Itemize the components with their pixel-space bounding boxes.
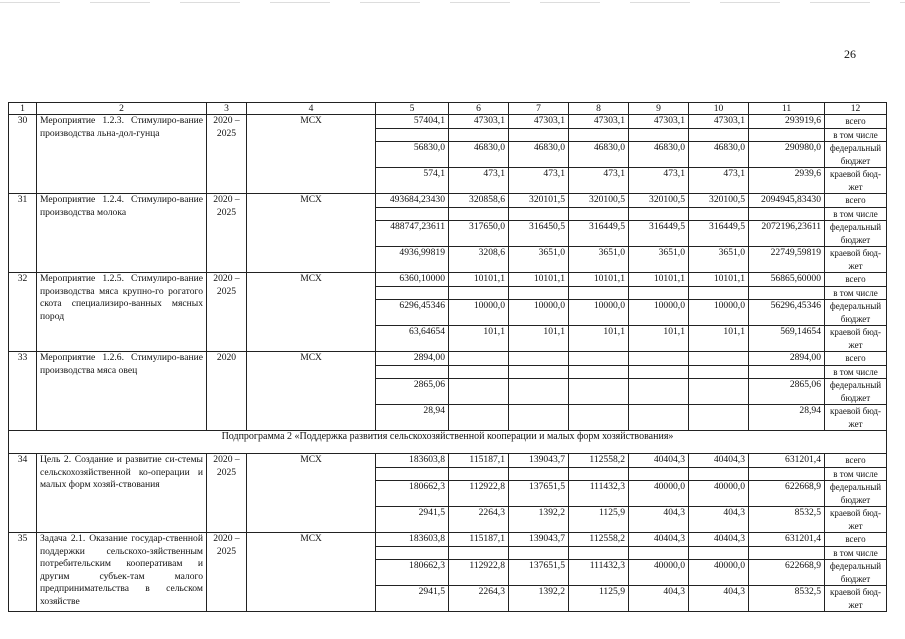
year-value [629, 128, 689, 142]
funding-source: всего [825, 194, 887, 208]
year-value: 111432,3 [569, 481, 629, 507]
year-value: 473,1 [449, 168, 509, 194]
year-value: 574,1 [376, 168, 449, 194]
year-value [509, 379, 569, 405]
year-value: 47303,1 [629, 115, 689, 129]
year-value: 404,3 [629, 586, 689, 612]
total-value: 293919,6 [749, 115, 825, 129]
year-value [376, 286, 449, 300]
year-value [569, 365, 629, 379]
year-value: 47303,1 [569, 115, 629, 129]
column-number: 11 [749, 103, 825, 115]
year-value: 40404,3 [629, 454, 689, 468]
year-value: 317650,0 [449, 221, 509, 247]
funding-source: всего [825, 273, 887, 287]
year-value [509, 207, 569, 221]
year-value: 473,1 [689, 168, 749, 194]
year-value: 404,3 [689, 586, 749, 612]
year-value: 2894,00 [376, 352, 449, 366]
year-value: 112922,8 [449, 481, 509, 507]
year-value [689, 467, 749, 481]
funding-source: в том числе [825, 546, 887, 560]
year-value: 1125,9 [569, 586, 629, 612]
column-number: 10 [689, 103, 749, 115]
executor: МСХ [247, 454, 376, 533]
year-value [509, 546, 569, 560]
year-value [569, 405, 629, 431]
column-number: 12 [825, 103, 887, 115]
period: 2020 – 2025 [207, 533, 247, 612]
year-value: 320101,5 [509, 194, 569, 208]
year-value: 46830,0 [689, 142, 749, 168]
executor: МСХ [247, 533, 376, 612]
year-value: 3651,0 [569, 247, 629, 273]
measure-name: Цель 2. Создание и развитие си-стемы сельскохозяйственной ко-операции и малых форм хозяй-ствования [37, 454, 207, 533]
total-value: 8532,5 [749, 586, 825, 612]
year-value [376, 467, 449, 481]
year-value [449, 207, 509, 221]
column-number: 9 [629, 103, 689, 115]
funding-source: федеральный бюджет [825, 560, 887, 586]
year-value [689, 286, 749, 300]
measure-name: Мероприятие 1.2.6. Стимулиро-вание производства мяса овец [37, 352, 207, 431]
year-value [376, 207, 449, 221]
column-number: 4 [247, 103, 376, 115]
subprogram-row [9, 431, 887, 454]
year-value: 47303,1 [509, 115, 569, 129]
year-value [509, 467, 569, 481]
year-value: 2941,5 [376, 507, 449, 533]
year-value: 473,1 [629, 168, 689, 194]
year-value [449, 286, 509, 300]
funding-source: федеральный бюджет [825, 221, 887, 247]
year-value: 320100,5 [629, 194, 689, 208]
column-number: 3 [207, 103, 247, 115]
year-value: 40404,3 [689, 454, 749, 468]
year-value: 101,1 [629, 326, 689, 352]
row-number: 32 [9, 273, 37, 352]
year-value [449, 128, 509, 142]
total-value: 28,94 [749, 405, 825, 431]
year-value: 46830,0 [569, 142, 629, 168]
year-value: 316449,5 [569, 221, 629, 247]
row-number: 34 [9, 454, 37, 533]
year-value: 10101,1 [509, 273, 569, 287]
year-value [569, 379, 629, 405]
year-value: 183603,8 [376, 454, 449, 468]
funding-source: федеральный бюджет [825, 142, 887, 168]
year-value [629, 286, 689, 300]
year-value [569, 546, 629, 560]
total-value: 2094945,83430 [749, 194, 825, 208]
year-value [376, 365, 449, 379]
executor: МСХ [247, 115, 376, 194]
funding-source: в том числе [825, 467, 887, 481]
column-number: 1 [9, 103, 37, 115]
year-value: 101,1 [449, 326, 509, 352]
year-value: 10000,0 [629, 300, 689, 326]
year-value [689, 207, 749, 221]
column-number: 6 [449, 103, 509, 115]
column-number: 5 [376, 103, 449, 115]
year-value [689, 546, 749, 560]
year-value [689, 352, 749, 366]
funding-source: в том числе [825, 286, 887, 300]
year-value [569, 467, 629, 481]
year-value: 180662,3 [376, 481, 449, 507]
total-value: 56865,60000 [749, 273, 825, 287]
year-value: 320858,6 [449, 194, 509, 208]
year-value: 1392,2 [509, 586, 569, 612]
funding-source: краевой бюд-жет [825, 247, 887, 273]
year-value [629, 379, 689, 405]
row-number: 31 [9, 194, 37, 273]
year-value: 115187,1 [449, 533, 509, 547]
header-row [9, 103, 887, 115]
year-value: 10000,0 [689, 300, 749, 326]
funding-source: федеральный бюджет [825, 300, 887, 326]
year-value: 10101,1 [689, 273, 749, 287]
year-value: 111432,3 [569, 560, 629, 586]
year-value [449, 546, 509, 560]
year-value [376, 546, 449, 560]
row-number: 35 [9, 533, 37, 612]
year-value [629, 546, 689, 560]
year-value [509, 286, 569, 300]
year-value: 40404,3 [689, 533, 749, 547]
year-value [449, 352, 509, 366]
year-value: 47303,1 [449, 115, 509, 129]
year-value [449, 467, 509, 481]
table-row [9, 194, 887, 208]
year-value: 10000,0 [569, 300, 629, 326]
year-value: 180662,3 [376, 560, 449, 586]
total-value: 2865,06 [749, 379, 825, 405]
year-value [629, 467, 689, 481]
year-value: 101,1 [689, 326, 749, 352]
year-value [569, 286, 629, 300]
funding-source: в том числе [825, 365, 887, 379]
year-value: 112558,2 [569, 454, 629, 468]
funding-source: всего [825, 454, 887, 468]
year-value: 2941,5 [376, 586, 449, 612]
total-value: 2894,00 [749, 352, 825, 366]
year-value: 320100,5 [569, 194, 629, 208]
year-value: 3651,0 [629, 247, 689, 273]
year-value: 137651,5 [509, 560, 569, 586]
funding-source: всего [825, 533, 887, 547]
year-value [449, 365, 509, 379]
year-value: 139043,7 [509, 454, 569, 468]
year-value: 404,3 [689, 507, 749, 533]
year-value [509, 405, 569, 431]
table-row [9, 352, 887, 366]
measure-name: Мероприятие 1.2.3. Стимулиро-вание производства льна-дол-гунца [37, 115, 207, 194]
year-value: 10101,1 [629, 273, 689, 287]
total-value [749, 546, 825, 560]
year-value: 2264,3 [449, 586, 509, 612]
measure-name: Мероприятие 1.2.5. Стимулиро-вание производства мяса крупно-го рогатого скота специализиро-ванных мясных пород [37, 273, 207, 352]
year-value: 101,1 [509, 326, 569, 352]
funding-source: краевой бюд-жет [825, 405, 887, 431]
total-value: 631201,4 [749, 454, 825, 468]
funding-source: федеральный бюджет [825, 379, 887, 405]
year-value: 2865,06 [376, 379, 449, 405]
funding-source: федеральный бюджет [825, 481, 887, 507]
year-value: 40000,0 [629, 560, 689, 586]
year-value [569, 128, 629, 142]
row-number: 33 [9, 352, 37, 431]
year-value: 316449,5 [689, 221, 749, 247]
year-value: 57404,1 [376, 115, 449, 129]
year-value [509, 352, 569, 366]
funding-source: в том числе [825, 128, 887, 142]
year-value [509, 128, 569, 142]
year-value: 6360,10000 [376, 273, 449, 287]
year-value [689, 405, 749, 431]
subprogram-title: Подпрограмма 2 «Поддержка развития сельскохозяйственной кооперации и малых форм хозяйствования» [9, 431, 887, 454]
year-value: 316449,5 [629, 221, 689, 247]
funding-source: краевой бюд-жет [825, 326, 887, 352]
year-value: 183603,8 [376, 533, 449, 547]
year-value: 46830,0 [449, 142, 509, 168]
year-value [689, 365, 749, 379]
total-value: 622668,9 [749, 481, 825, 507]
year-value: 488747,23611 [376, 221, 449, 247]
year-value [689, 379, 749, 405]
year-value [449, 379, 509, 405]
year-value: 47303,1 [689, 115, 749, 129]
period: 2020 – 2025 [207, 194, 247, 273]
total-value: 8532,5 [749, 507, 825, 533]
year-value: 40000,0 [689, 560, 749, 586]
row-number: 30 [9, 115, 37, 194]
table-row [9, 115, 887, 129]
year-value: 40000,0 [689, 481, 749, 507]
year-value: 10000,0 [509, 300, 569, 326]
funding-source: всего [825, 352, 887, 366]
table-row [9, 454, 887, 468]
year-value: 56830,0 [376, 142, 449, 168]
total-value: 2072196,23611 [749, 221, 825, 247]
column-number: 8 [569, 103, 629, 115]
year-value [629, 365, 689, 379]
year-value [449, 405, 509, 431]
total-value [749, 207, 825, 221]
total-value [749, 365, 825, 379]
period: 2020 – 2025 [207, 273, 247, 352]
page-number: 26 [844, 47, 856, 61]
column-number: 7 [509, 103, 569, 115]
year-value: 473,1 [569, 168, 629, 194]
table-row [9, 273, 887, 287]
year-value: 137651,5 [509, 481, 569, 507]
year-value [629, 405, 689, 431]
year-value: 3651,0 [689, 247, 749, 273]
year-value [629, 352, 689, 366]
total-value: 631201,4 [749, 533, 825, 547]
year-value [509, 365, 569, 379]
year-value: 3651,0 [509, 247, 569, 273]
total-value [749, 128, 825, 142]
year-value: 320100,5 [689, 194, 749, 208]
year-value: 28,94 [376, 405, 449, 431]
year-value [376, 128, 449, 142]
total-value [749, 286, 825, 300]
total-value: 2939,6 [749, 168, 825, 194]
year-value: 10101,1 [449, 273, 509, 287]
total-value: 22749,59819 [749, 247, 825, 273]
total-value: 290980,0 [749, 142, 825, 168]
table-row [9, 533, 887, 547]
year-value: 1392,2 [509, 507, 569, 533]
year-value [629, 207, 689, 221]
total-value: 569,14654 [749, 326, 825, 352]
year-value: 493684,23430 [376, 194, 449, 208]
year-value: 46830,0 [629, 142, 689, 168]
year-value: 6296,45346 [376, 300, 449, 326]
total-value: 56296,45346 [749, 300, 825, 326]
year-value [689, 128, 749, 142]
funding-source: краевой бюд-жет [825, 586, 887, 612]
funding-source: краевой бюд-жет [825, 168, 887, 194]
total-value [749, 467, 825, 481]
year-value: 2264,3 [449, 507, 509, 533]
budget-table [8, 102, 887, 612]
year-value: 10000,0 [449, 300, 509, 326]
funding-source: в том числе [825, 207, 887, 221]
year-value: 112558,2 [569, 533, 629, 547]
executor: МСХ [247, 194, 376, 273]
year-value: 40404,3 [629, 533, 689, 547]
executor: МСХ [247, 273, 376, 352]
year-value: 46830,0 [509, 142, 569, 168]
year-value: 40000,0 [629, 481, 689, 507]
year-value: 473,1 [509, 168, 569, 194]
year-value: 139043,7 [509, 533, 569, 547]
year-value: 115187,1 [449, 454, 509, 468]
year-value: 4936,99819 [376, 247, 449, 273]
period: 2020 [207, 352, 247, 431]
year-value: 112922,8 [449, 560, 509, 586]
column-number: 2 [37, 103, 207, 115]
total-value: 622668,9 [749, 560, 825, 586]
measure-name: Мероприятие 1.2.4. Стимулиро-вание производства молока [37, 194, 207, 273]
executor: МСХ [247, 352, 376, 431]
year-value: 63,64654 [376, 326, 449, 352]
funding-source: всего [825, 115, 887, 129]
year-value: 101,1 [569, 326, 629, 352]
year-value: 10101,1 [569, 273, 629, 287]
year-value [569, 207, 629, 221]
year-value [569, 352, 629, 366]
period: 2020 – 2025 [207, 454, 247, 533]
measure-name: Задача 2.1. Оказание государ-ственной поддержки сельскохо-зяйственным потребительским кооперативам и другим субъек-там малого предпринимательства в сельском хозяйстве [37, 533, 207, 612]
funding-source: краевой бюд-жет [825, 507, 887, 533]
year-value: 316450,5 [509, 221, 569, 247]
year-value: 1125,9 [569, 507, 629, 533]
period: 2020 – 2025 [207, 115, 247, 194]
year-value: 404,3 [629, 507, 689, 533]
scan-artifact [0, 2, 905, 3]
year-value: 3208,6 [449, 247, 509, 273]
